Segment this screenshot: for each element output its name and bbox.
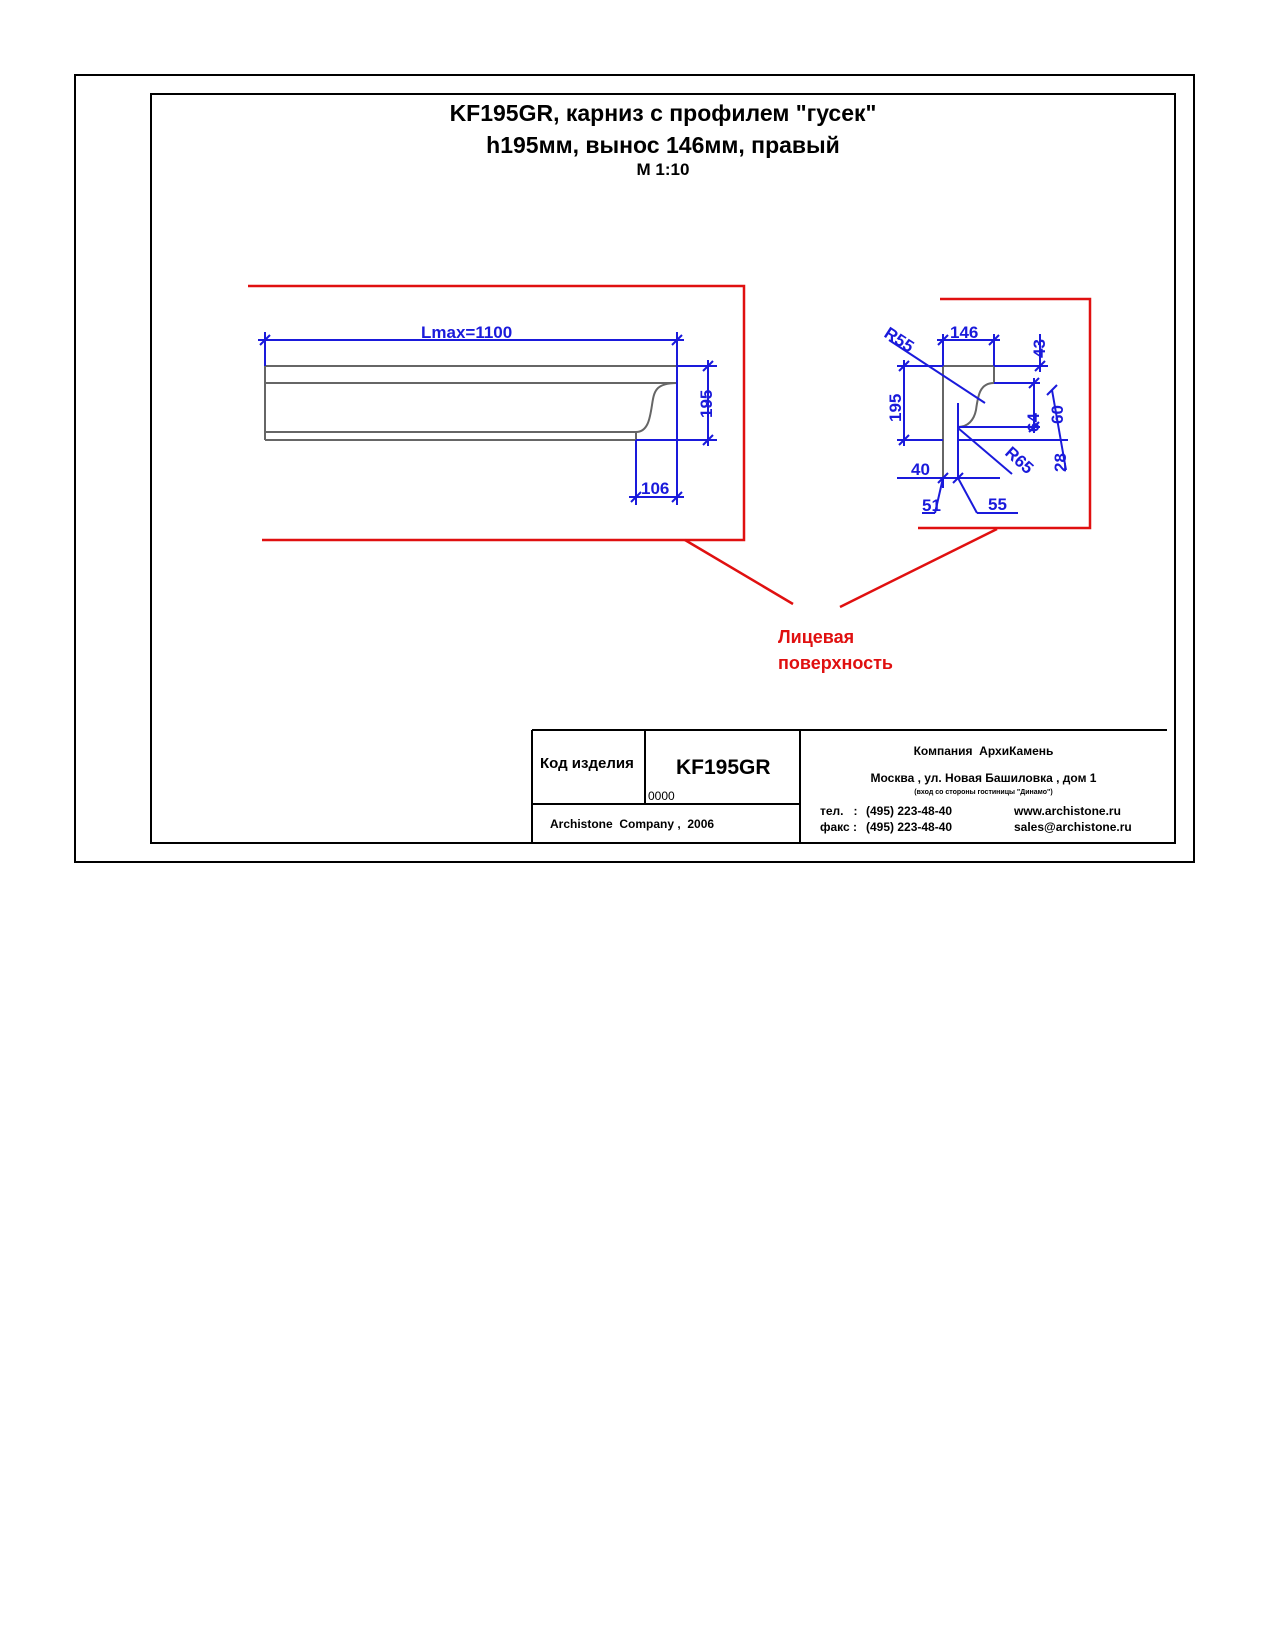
fax-label: факс : (820, 820, 858, 834)
profile-radius-bottom: R65 (1001, 442, 1038, 478)
drawing-scale: М 1:10 (636, 160, 690, 179)
profile-low-dim: 28 (1051, 453, 1070, 472)
phone-label: тел. : (820, 804, 858, 818)
front-cornice-body (265, 366, 677, 440)
profile-right-dim: 60 (1048, 405, 1067, 424)
fax-number: (495) 223-48-40 (866, 820, 953, 834)
profile-left-bottom-dim: 40 (911, 460, 930, 479)
drawing-title: KF195GR, карниз с профилем "гусек" (449, 100, 877, 126)
drawing-subtitle: h195мм, вынос 146мм, правый (486, 132, 840, 158)
product-code-value: KF195GR (676, 756, 771, 779)
front-view (248, 286, 744, 540)
profile-shape (943, 366, 994, 478)
profile-bottom-dim-a: 51 (922, 496, 941, 515)
front-bottom-dim: 106 (641, 479, 670, 498)
product-code-sub: 0000 (648, 789, 675, 803)
company-address: Москва , ул. Новая Башиловка , дом 1 (870, 771, 1097, 785)
profile-bottom-dim-b: 55 (988, 495, 1007, 514)
email-link[interactable]: sales@archistone.ru (1014, 820, 1132, 834)
callout-label-line1: Лицевая (778, 627, 855, 647)
phone-number[interactable]: (495) 223-48-40 (866, 804, 953, 818)
profile-radius-top: R55 (880, 323, 918, 357)
profile-top-dim: 43 (1030, 339, 1049, 358)
callout-label-line2: поверхность (778, 653, 893, 673)
profile-view (881, 299, 1090, 528)
company-name: Компания АрхиКамень (913, 744, 1054, 758)
profile-height-dim: 195 (886, 393, 905, 422)
front-length-dim: Lmax=1100 (421, 323, 513, 342)
product-code-label: Код изделия (540, 755, 634, 772)
front-height-dim: 195 (697, 389, 716, 418)
company-address-note: (вход со стороны гостиницы "Динамо") (914, 789, 1053, 796)
website-link[interactable]: www.archistone.ru (1014, 804, 1121, 818)
profile-mid-dim: 64 (1024, 413, 1043, 432)
profile-width-dim: 146 (950, 323, 979, 342)
company-copyright: Archistone Company , 2006 (550, 817, 715, 831)
